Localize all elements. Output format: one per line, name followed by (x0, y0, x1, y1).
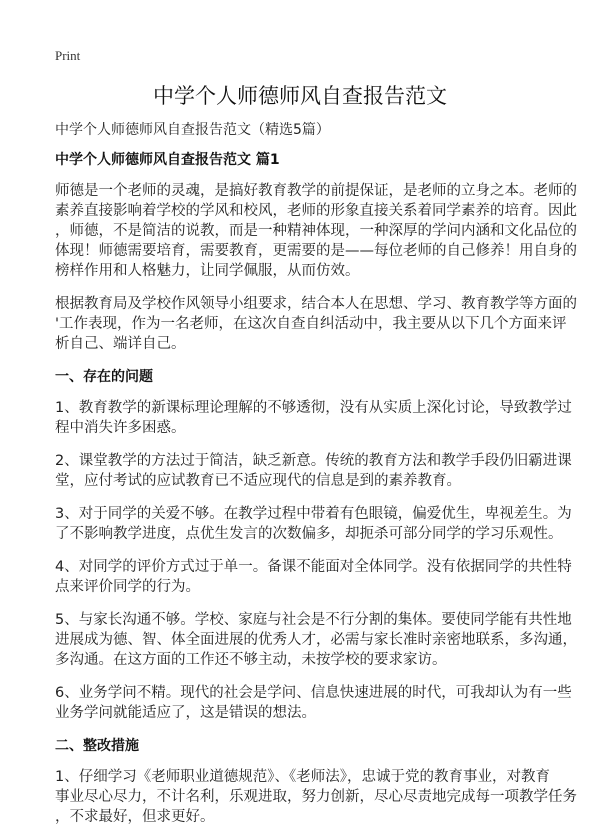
text-line: 5、与家长沟通不够。学校、家庭与社会是不行分割的集体。要使同学能有共性地 (55, 612, 572, 628)
text-line: 3、对于同学的关爱不够。在教学过程中带着有色眼镜，偏爱优生，卑视差生。为 (55, 506, 572, 522)
text-line: '工作表现，作为一名老师，在这次自查自纠活动中，我主要从以下几个方面来评 (55, 316, 567, 332)
text-line: 程中消失许多困惑。 (55, 420, 186, 436)
text-line: 点来评价同学的行为。 (55, 579, 200, 595)
text-line: 体现！师德需要培育，需要教育，更需要的是——每位老师的自己修养！用自身的 (55, 243, 577, 259)
paragraph (55, 557, 572, 597)
heading-measures: 二、整改措施 (55, 738, 139, 754)
text-line: 析自己、端详自己。 (55, 336, 186, 352)
text-line: 进展成为德、智、体全面进展的优秀人才，必需与家长准时亲密地联系，多沟通， (55, 632, 577, 648)
text-line: ，师德，不是简洁的说教，而是一种精神体现，一种深厚的学问内涵和文化品位的 (55, 223, 577, 239)
text-line: 根据教育局及学校作风领导小组要求，结合本人在思想、学习、教育教学等方面的 (55, 296, 577, 312)
intro-section (55, 181, 577, 354)
paragraph (55, 294, 577, 354)
print-label[interactable]: Print (55, 48, 81, 63)
text-line: ，不求最好，但求更好。 (55, 809, 215, 825)
document-body (55, 120, 577, 840)
text-line: 堂，应付考试的应试教育已不适应现代的信息是到的素养教育。 (55, 473, 461, 489)
text-line: 2、课堂教学的方法过于简洁，缺乏新意。传统的教育方法和教学手段仍旧霸进课 (55, 453, 572, 469)
text-line: 多沟通。在这方面的工作还不够主动，未按学校的要求家访。 (55, 652, 447, 668)
text-line: 榜样作用和人格魅力，让同学佩服，从而仿效。 (55, 263, 360, 279)
text-line: 素养直接影响着学校的学风和校风，老师的形象直接关系着同学素养的培育。因此 (55, 203, 577, 219)
measures-list (55, 767, 577, 827)
text-line: 4、对同学的评价方式过于单一。备课不能面对全体同学。没有依据同学的共性特 (55, 559, 572, 575)
paragraph (55, 683, 572, 723)
text-line: 事业尽心尽力，不计名利，乐观进取，努力创新，尽心尽责地完成每一项教学任务 (55, 789, 577, 805)
heading-problems: 一、存在的问题 (55, 369, 153, 385)
paragraph (55, 504, 572, 544)
paragraph (55, 451, 572, 491)
text-line: 6、业务学问不精。现代的社会是学问、信息快速进展的时代，可我却认为有一些 (55, 685, 572, 701)
paragraph (55, 181, 577, 281)
section-title: 中学个人师德师风自查报告范文 篇1 (55, 152, 280, 168)
document-subtitle: 中学个人师德师风自查报告范文（精选5篇） (55, 122, 330, 138)
document-title: 中学个人师德师风自查报告范文 (153, 84, 447, 108)
text-line: 师德是一个老师的灵魂，是搞好教育教学的前提保证，是老师的立身之本。老师的 (55, 183, 577, 199)
text-line: 业务学问就能适应了，这是错误的想法。 (55, 705, 316, 721)
text-line: 了不影响教学进度，点优生发言的次数偏多，却扼杀可部分同学的学习乐观性。 (55, 526, 563, 542)
paragraph (55, 767, 577, 827)
text-line: 1、仔细学习《老师职业道德规范》、《老师法》，忠诚于党的教育事业，对教育 (55, 769, 550, 785)
text-line: 1、教育教学的新课标理论理解的不够透彻，没有从实质上深化讨论，导致教学过 (55, 400, 572, 416)
paragraph (55, 610, 577, 670)
paragraph (55, 398, 572, 438)
problems-list (55, 398, 577, 723)
